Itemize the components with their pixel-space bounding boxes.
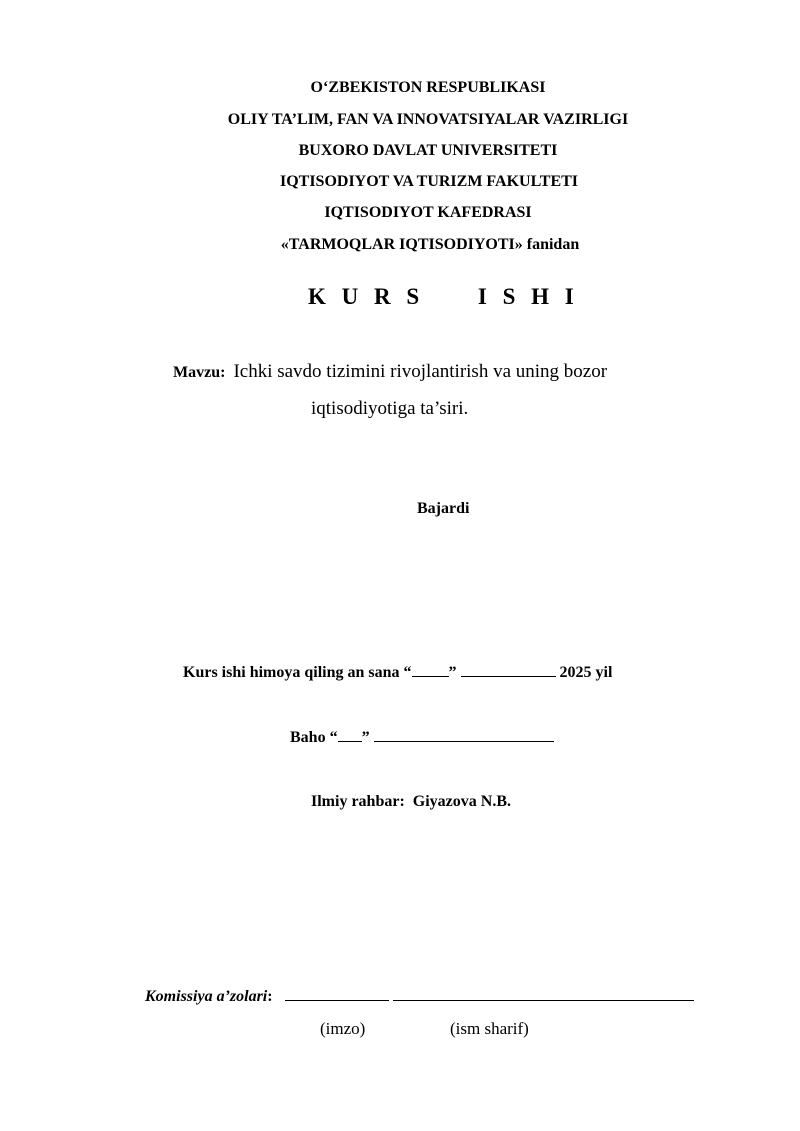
defense-date-line — [183, 662, 612, 683]
topic-label: Mavzu — [173, 364, 221, 381]
supervisor-name: Giyazova N.B. — [412, 793, 511, 810]
supervisor-line — [311, 792, 511, 812]
header-faculty: IQTISODIYOT VA TURIZM FAKULTETI — [279, 173, 579, 190]
grade-blank-long — [374, 727, 554, 742]
commission-line — [145, 986, 694, 1007]
defense-month-blank — [461, 662, 556, 677]
commission-signature-blank — [285, 986, 389, 1001]
supervisor-label: Ilmiy rahbar: — [311, 793, 405, 810]
header-country: O‘ZBEKISTON RESPUBLIKASI — [310, 79, 546, 96]
grade-blank-short — [338, 727, 362, 742]
commission-label: Komissiya a’zolari — [145, 988, 268, 1005]
header-department: IQTISODIYOT KAFEDRASI — [324, 204, 532, 221]
defense-day-blank — [412, 662, 449, 677]
defense-quote-close: ” — [448, 664, 461, 681]
performer-label: Bajardi — [417, 500, 470, 517]
commission-name-blank — [393, 986, 694, 1001]
defense-date-prefix: Kurs ishi himoya qiling an sana “ — [183, 664, 412, 681]
header-university: BUXORO DAVLAT UNIVERSITETI — [298, 142, 558, 159]
topic-line-1 — [173, 362, 607, 383]
document-title: K U R S I S H I — [308, 284, 579, 309]
caption-name: (ism sharif) — [450, 1019, 529, 1038]
topic-text-line-2: iqtisodiyotiga ta’siri. — [311, 398, 469, 419]
topic-colon: : — [220, 364, 226, 381]
topic-text-line-1: Ichki savdo tizimini rivojlantirish va uning bozor — [233, 361, 608, 382]
grade-prefix: Baho “ — [290, 729, 338, 746]
commission-colon: : — [267, 988, 273, 1005]
grade-line — [290, 727, 554, 748]
grade-quote-close: ” — [361, 729, 374, 746]
header-subject: «TARMOQLAR IQTISODIYOTI» fanidan — [280, 236, 580, 253]
defense-year: 2025 yil — [555, 664, 613, 681]
header-ministry: OLIY TA’LIM, FAN VA INNOVATSIYALAR VAZIRLIGI — [227, 111, 629, 128]
caption-signature: (imzo) — [320, 1019, 366, 1038]
